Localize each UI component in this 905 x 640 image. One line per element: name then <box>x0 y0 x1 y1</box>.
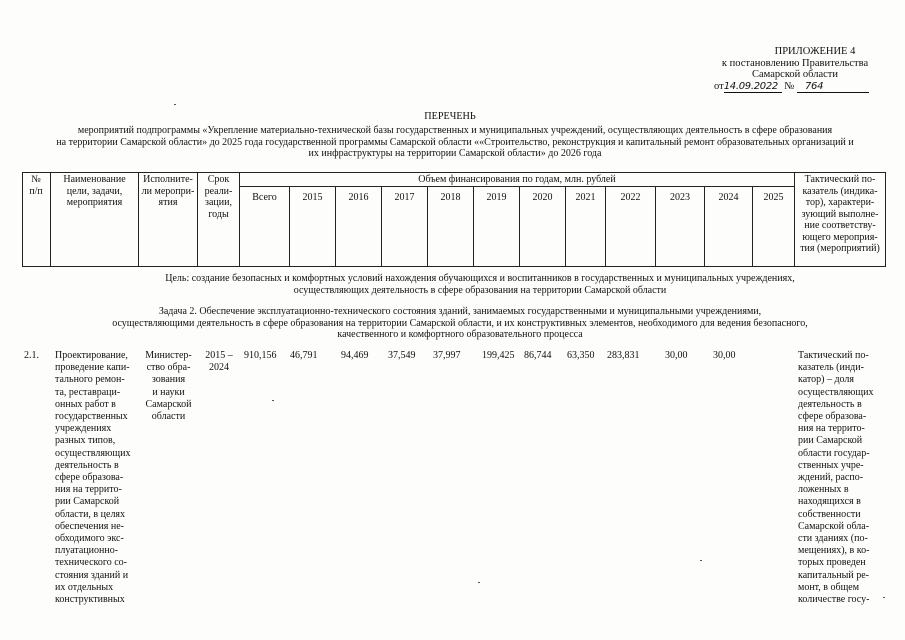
header-year-2025: 2025 <box>763 192 784 203</box>
row-name-line: плуатационно- <box>55 545 119 557</box>
row-name-line: онных работ в <box>55 398 116 410</box>
header-text: Исполните- <box>143 174 193 185</box>
row-name-line: тального ремон- <box>55 374 125 386</box>
row-tactical-line: казатель (инди- <box>798 362 864 374</box>
row-tactical-line: сфере образова- <box>798 411 867 423</box>
appendix-date-line <box>700 81 890 93</box>
row-tactical-line: сти зданиях (по- <box>798 533 868 545</box>
row-tactical-line: ния на террито- <box>798 423 865 435</box>
document-title: ПЕРЕЧЕНЬ <box>424 111 476 122</box>
header-text: ющего мероприя- <box>802 231 878 243</box>
header-text: ние соответству- <box>804 220 876 231</box>
row-tactical-line: монт, в общем <box>798 581 860 593</box>
row-name-line: сфере образова- <box>55 472 124 484</box>
row-tactical-line: ждений, распо- <box>798 472 864 484</box>
header-text: реали- <box>204 185 233 197</box>
row-executor-line: ство обра- <box>146 362 191 374</box>
row-executor-line: Министер- <box>145 350 192 361</box>
header-text: п/п <box>29 185 43 197</box>
row-executor-line: области <box>151 411 186 423</box>
row-name-line: области, в целях <box>55 508 126 520</box>
row-tactical-line: капитальный ре- <box>798 569 869 581</box>
row-tactical-line: осуществляющих <box>798 386 874 398</box>
header-year-2021: 2021 <box>575 192 596 203</box>
row-name-cell <box>55 350 138 606</box>
header-year-2022: 2022 <box>620 192 641 203</box>
row-executor-line: и науки <box>152 386 185 398</box>
scan-speck <box>174 104 176 105</box>
header-col-executor <box>139 174 197 209</box>
date-prefix: от <box>714 80 724 92</box>
header-year-2015: 2015 <box>302 192 323 203</box>
row-term-line: 2015 – <box>205 350 233 361</box>
header-year-2023: 2023 <box>670 192 690 203</box>
row-tactical-line: мещениях), в ко- <box>798 545 870 557</box>
header-text: казатель (индика- <box>802 185 878 197</box>
subtitle-line: их инфраструктуры на территории Самарской области» до 2026 года <box>308 148 602 159</box>
header-text: зации, <box>205 197 232 208</box>
scan-speck <box>478 582 480 583</box>
row-name-line: Проектирование, <box>55 350 128 361</box>
col-border <box>239 172 240 267</box>
header-year-2018: 2018 <box>440 192 461 203</box>
row-executor-cell <box>141 350 196 423</box>
row-name-line: технического со- <box>55 557 128 569</box>
value-2022: 283,831 <box>607 350 640 361</box>
row-tactical-line: количестве госу- <box>798 594 870 606</box>
value-2024: 30,00 <box>713 350 736 361</box>
header-text: № <box>31 174 41 185</box>
row-tactical-line: области государ- <box>798 447 870 459</box>
table-header-bottom-border <box>22 266 886 267</box>
row-name-line: та, реставраци- <box>55 386 121 398</box>
row-tactical-line: деятельность в <box>798 398 862 410</box>
header-text: годы <box>208 208 229 220</box>
task-text <box>40 306 880 341</box>
appendix-block <box>700 46 890 93</box>
document-subtitle <box>20 125 890 160</box>
subtitle-line: мероприятий подпрограммы «Укрепление материально-технической базы государственных и муниципальных учреждений, осуществляющих деятельность в сфере образования <box>77 125 833 136</box>
header-year-2017: 2017 <box>394 192 415 203</box>
row-tactical-line: рии Самарской <box>798 435 863 447</box>
row-term-cell <box>200 350 238 374</box>
header-text: ли меропри- <box>141 185 195 197</box>
row-name-line: обеспечения не- <box>55 520 125 532</box>
row-name-line: стояния зданий и <box>55 569 129 581</box>
row-tactical-line: торых проведен <box>798 557 866 569</box>
handwritten-number: 764 <box>797 81 869 93</box>
row-name-line: осуществляющих <box>55 447 131 459</box>
header-text: Наименование <box>63 174 126 185</box>
row-name-line: конструктивных <box>55 594 125 606</box>
row-executor-line: зования <box>151 374 186 386</box>
header-col-number <box>22 174 50 197</box>
header-text: ятия <box>158 197 178 208</box>
row-name-line: их отдельных <box>55 581 114 593</box>
row-name-line: рии Самарской <box>55 496 120 508</box>
header-year-total: Всего <box>252 192 277 203</box>
appendix-line-2: к постановлению Правительства <box>721 57 869 69</box>
goal-text <box>100 273 860 297</box>
header-year-2016: 2016 <box>348 192 369 203</box>
header-year-2020: 2020 <box>532 192 553 203</box>
header-text: зующий выполне- <box>801 208 879 220</box>
goal-line: осуществляющих деятельность в сфере образования на территории Самарской области <box>293 285 667 296</box>
appendix-label: ПРИЛОЖЕНИЕ 4 <box>774 46 856 57</box>
value-2017: 37,549 <box>388 350 416 361</box>
row-tactical-line: ственных учре- <box>798 459 864 471</box>
row-name-line: обходимого экс- <box>55 533 124 545</box>
funding-subheader-border <box>239 186 794 187</box>
goal-line: Цель: создание безопасных и комфортных условий нахождения обучающихся и воспитанников в государственных и муниципальных учреждениях, <box>165 273 795 284</box>
value-2015: 46,791 <box>290 350 318 361</box>
row-tactical-line: Самарской обла- <box>798 520 870 532</box>
header-year-2019: 2019 <box>486 192 507 203</box>
header-col-funding: Объем финансирования по годам, млн. рублей <box>418 174 616 185</box>
value-2016: 94,469 <box>341 350 369 361</box>
value-2020: 86,744 <box>524 350 552 361</box>
header-col-tactical <box>795 174 885 255</box>
row-tactical-line: собственности <box>798 508 861 520</box>
value-2021: 63,350 <box>567 350 595 361</box>
row-tactical-cell <box>798 350 882 606</box>
header-text: тор), характери- <box>805 197 875 208</box>
task-line: осуществляющими деятельность в сфере образования на территории Самарской области, и их конструктивных элементов, необходимого для ведения безопасного, <box>112 317 808 329</box>
row-tactical-line: катор) – доля <box>798 374 855 386</box>
row-tactical-line: Тактический по- <box>798 350 869 361</box>
row-name-line: разных типов, <box>55 435 116 447</box>
table-top-border <box>22 172 886 173</box>
row-tactical-line: находящихся в <box>798 496 861 508</box>
row-name-line: государственных <box>55 411 128 423</box>
scan-speck <box>272 400 274 401</box>
row-name-line: ния на террито- <box>55 484 122 496</box>
header-text: тия (мероприятий) <box>800 243 880 254</box>
value-2023: 30,00 <box>665 350 688 361</box>
task-line: качественного и комфортного образовательного процесса <box>337 329 583 340</box>
col-border <box>885 172 886 267</box>
subtitle-line: на территории Самарской области» до 2025 года государственной программы Самарской области ««Строительство, реконструкция и капитальный ремонт образовательных организаций и <box>56 136 854 148</box>
header-year-2024: 2024 <box>718 192 739 203</box>
row-term-line: 2024 <box>209 362 229 374</box>
task-line: Задача 2. Обеспечение эксплуатационно-технического состояния зданий, занимаемых государственными и муниципальными учреждениями, <box>158 306 762 317</box>
number-prefix: № <box>784 80 795 92</box>
value-2019: 199,425 <box>482 350 515 361</box>
header-text: мероприятия <box>66 197 123 208</box>
header-col-term <box>198 174 239 220</box>
row-name-line: учреждениях <box>55 423 112 435</box>
row-name-line: проведение капи- <box>55 362 130 374</box>
row-tactical-line: ложенных в <box>798 484 849 496</box>
header-col-name <box>51 174 138 209</box>
handwritten-date: 14.09.2022 <box>724 81 782 93</box>
row-executor-line: Самарской <box>145 398 192 410</box>
value-total: 910,156 <box>244 350 277 361</box>
header-text: Срок <box>207 174 230 185</box>
scan-speck <box>883 597 885 598</box>
appendix-line-3: Самарской области <box>752 69 838 80</box>
row-number: 2.1. <box>24 350 39 361</box>
header-text: Тактический по- <box>804 174 876 185</box>
header-text: цели, задачи, <box>66 185 123 197</box>
scan-speck <box>700 560 702 561</box>
row-name-line: деятельность в <box>55 459 119 471</box>
value-2018: 37,997 <box>433 350 461 361</box>
